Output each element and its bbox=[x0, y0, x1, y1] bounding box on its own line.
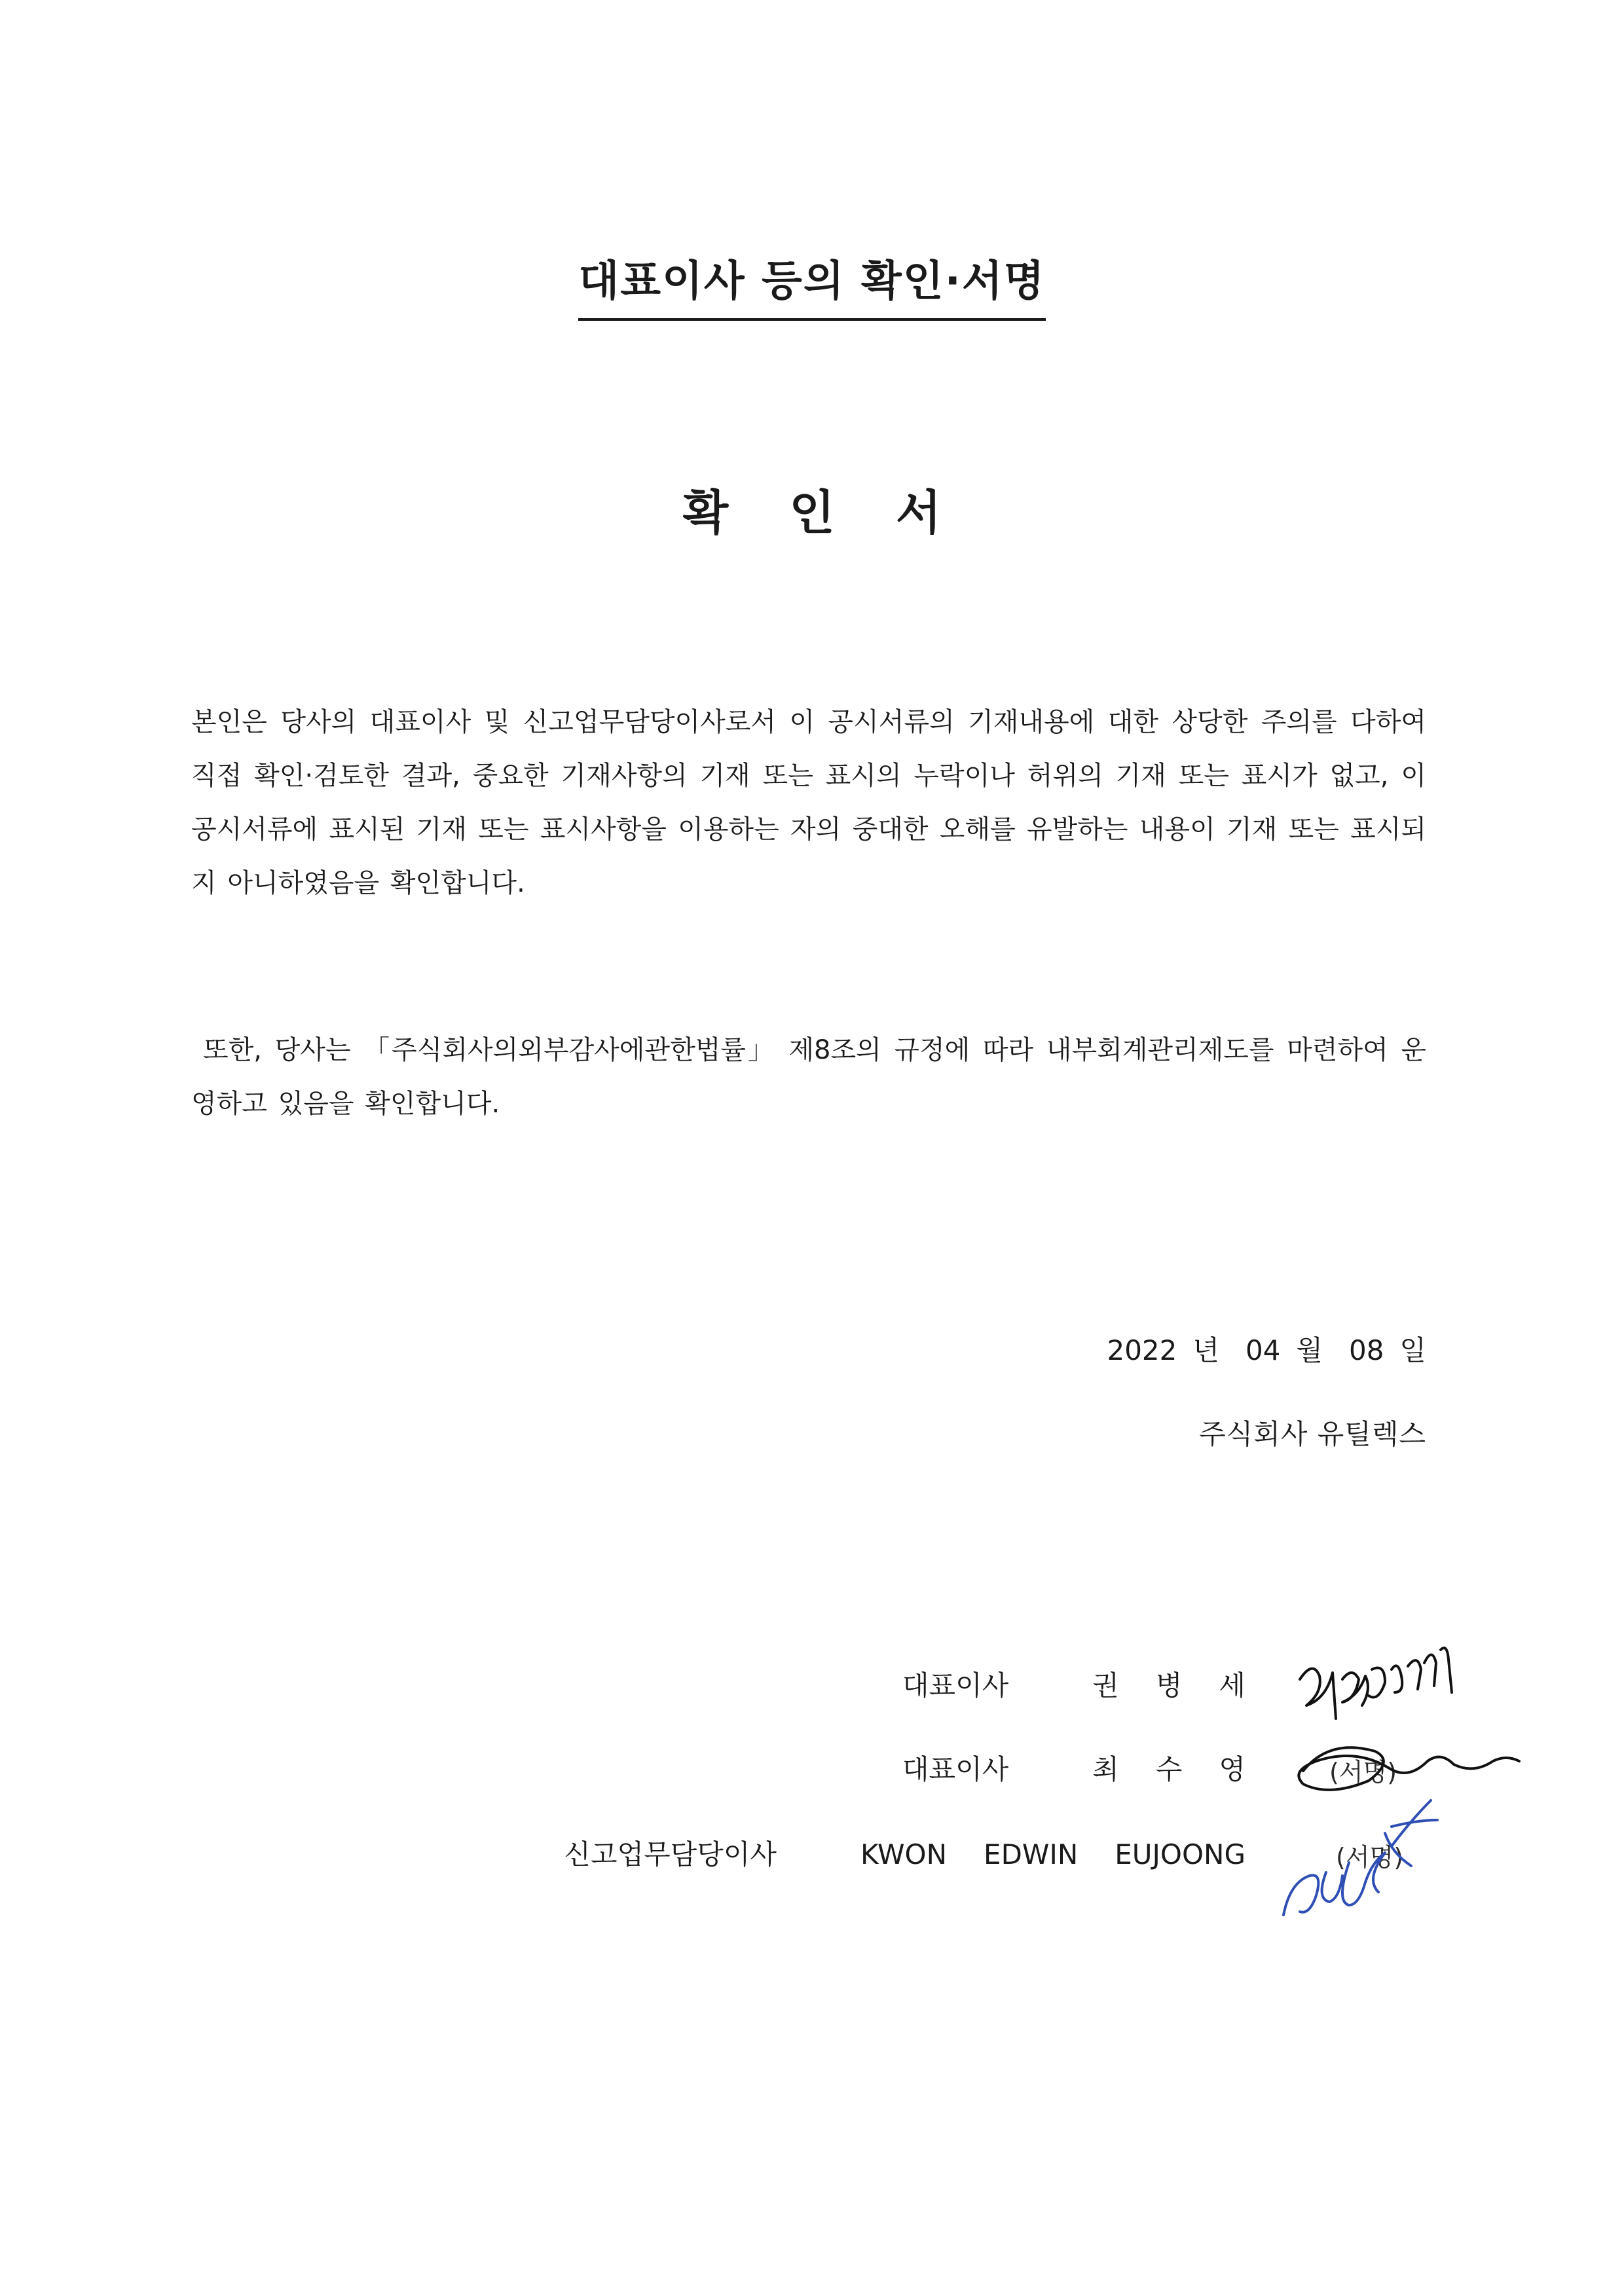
signatory-name-part: 병 bbox=[1155, 1669, 1183, 1702]
signature-2-handwritten bbox=[1290, 1732, 1526, 1804]
document-title bbox=[0, 247, 1624, 321]
signatory-name-part: 최 bbox=[1092, 1753, 1119, 1785]
sign-label: (서명) bbox=[1336, 1843, 1404, 1872]
signatory-name-part: 수 bbox=[1155, 1753, 1183, 1785]
date-month: 04 bbox=[1245, 1334, 1281, 1366]
date-year: 2022 bbox=[1107, 1334, 1177, 1366]
signatory-row-2 bbox=[902, 1748, 1246, 1787]
date-month-unit: 월 bbox=[1296, 1334, 1323, 1366]
confirmation-paragraph-2: 또한, 당사는 「주식회사의외부감사에관한법률」 제8조의 규정에 따라 내부회계관리제도를 마련하여 운영하고 있음을 확인합니다. bbox=[191, 1035, 1426, 1119]
signatory-name-part: EUJOONG bbox=[1115, 1838, 1246, 1870]
document-title-text: 대표이사 등의 확인·서명 bbox=[578, 247, 1045, 321]
date-day-unit: 일 bbox=[1399, 1334, 1426, 1366]
company-name: 주식회사 유틸렉스 bbox=[1199, 1418, 1426, 1450]
document-subtitle: 확 인 서 bbox=[682, 485, 964, 540]
sign-label: (서명) bbox=[1329, 1758, 1397, 1787]
signatory-name-part: 영 bbox=[1219, 1753, 1246, 1785]
signatory-row-3 bbox=[564, 1833, 1246, 1872]
signatory-row-1 bbox=[902, 1664, 1246, 1704]
signatory-name-part: KWON bbox=[860, 1838, 948, 1870]
signatory-role: 신고업무담당이사 bbox=[564, 1838, 777, 1870]
signature-1-handwritten bbox=[1293, 1640, 1490, 1732]
signatory-name-part: EDWIN bbox=[984, 1838, 1079, 1870]
signatory-name-part: 세 bbox=[1219, 1669, 1246, 1702]
signatory-role: 대표이사 bbox=[902, 1753, 1009, 1785]
date-day: 08 bbox=[1348, 1334, 1384, 1366]
document-date bbox=[1107, 1329, 1426, 1368]
signatory-name-part: 권 bbox=[1092, 1669, 1119, 1702]
signatory-role: 대표이사 bbox=[902, 1669, 1009, 1702]
date-year-unit: 년 bbox=[1192, 1334, 1219, 1366]
confirmation-paragraph-1: 본인은 당사의 대표이사 및 신고업무담당이사로서 이 공시서류의 기재내용에 대한 상당한 주의를 다하여 직접 확인·검토한 결과, 중요한 기재사항의 기재 또는 표시의 누락이나 허위의 기재 또는 표시가 없고, 이 공시서류에 표시된 기재 또는 표시사항을 이용하는 자의 중대한 오해를 유발하는 내용이 기재 또는 표시되지 아니하였음을 확인합니다. bbox=[191, 707, 1426, 898]
signature-3-handwritten bbox=[1277, 1797, 1447, 1928]
